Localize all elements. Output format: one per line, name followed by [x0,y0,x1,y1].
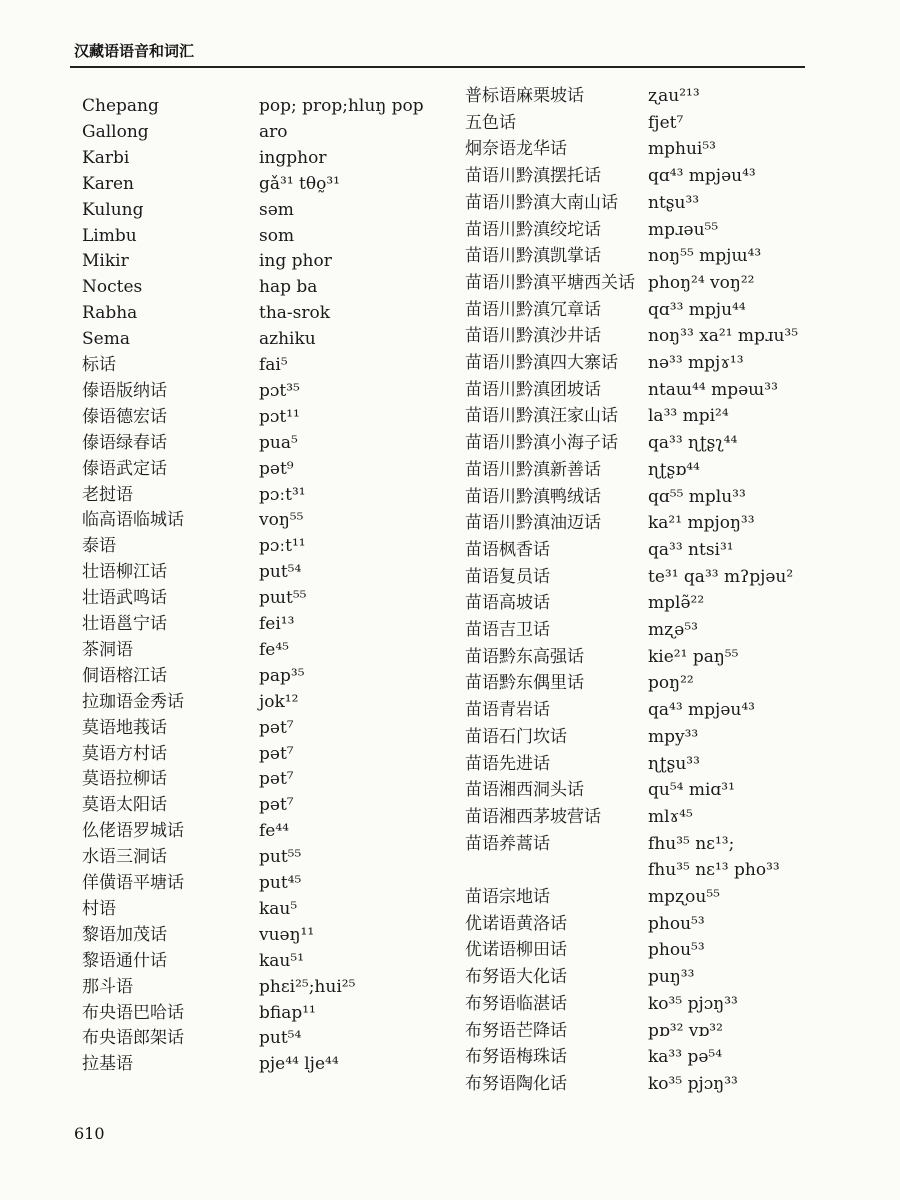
language-name: 布央语巴哈话 [82,1002,184,1023]
language-name: Rabha [82,303,138,324]
word-form: fhu³⁵ nɛ¹³ pho³³ [648,860,780,881]
language-name: 佯僙语平塘话 [82,873,184,893]
word-form: voŋ⁵⁵ [259,510,304,531]
language-name: 布努语大化话 [465,967,567,988]
word-form: ntaɯ⁴⁴ mpəɯ³³ [648,379,778,400]
word-form: mpɹəu⁵⁵ [648,219,719,240]
word-form: mlɤ⁴⁵ [648,806,693,827]
language-name: 老挝语 [82,484,133,505]
language-name: 苗语湘西茅坡营话 [465,806,601,827]
header-rule [70,66,805,68]
word-form: ʐau²¹³ [648,86,700,106]
word-form: pət⁷ [259,717,294,738]
language-name: 苗语石门坎话 [465,726,567,747]
word-form: pət⁷ [259,769,294,790]
language-name: 苗语川黔滇新善话 [465,459,601,480]
word-form: qa⁴³ mpjəu⁴³ [648,700,755,721]
running-head-title: 汉藏语语音和词汇 [74,42,195,60]
word-form: poŋ²² [648,673,694,694]
language-name: 苗语川黔滇小海子话 [465,433,618,454]
word-form: pɔːt¹¹ [259,536,306,557]
language-name: 莫语拉柳话 [82,769,167,790]
word-form: pɔːt³¹ [259,484,306,505]
word-form: pɯt⁵⁵ [259,588,307,609]
word-form: qɑ⁵⁵ mplu³³ [648,486,746,507]
language-name: 苗语高坡话 [465,593,550,614]
language-name: 苗语黔东偶里话 [465,673,584,694]
word-form: qu⁵⁴ miɑ³¹ [648,780,735,801]
right-column [465,86,885,1106]
language-name: 苗语川黔滇平塘西关话 [465,272,635,293]
word-form: ntʂu³³ [648,192,700,213]
word-form: mplə̃²² [648,593,705,614]
language-name: Sema [82,329,130,350]
word-form: pət⁹ [259,458,294,479]
language-name: 苗语川黔滇沙井话 [465,326,601,347]
word-form: pət⁷ [259,795,294,816]
word-form: phou⁵³ [648,913,705,934]
language-name: Karen [82,173,134,194]
word-form: fai⁵ [259,355,288,375]
word-form: put⁵⁴ [259,562,302,583]
word-form: put⁵⁵ [259,847,302,868]
language-name: 侗语榕江话 [82,665,167,686]
language-name: 苗语川黔滇汪家山话 [465,406,618,427]
word-form: ing phor [259,251,332,272]
language-name: 莫语太阳话 [82,795,167,816]
word-form: azhiku [259,329,316,350]
language-name: 拉基语 [82,1054,133,1075]
language-name: 炯奈语龙华话 [465,139,567,160]
word-form: qɑ³³ mpju⁴⁴ [648,299,746,320]
language-name: 布央语郎架话 [82,1028,184,1049]
language-name: 五色话 [465,112,516,133]
language-name: 壮语柳江话 [82,562,167,583]
language-name: 傣语武定话 [82,458,167,479]
word-form: phɛi²⁵;hui²⁵ [259,976,356,997]
language-name: 傣语版纳话 [82,380,167,401]
word-form: kau⁵ [259,898,298,919]
language-name: Noctes [82,277,143,298]
word-form: qa³³ ɳʈʂʅ⁴⁴ [648,433,738,454]
language-name: 优诺语黄洛话 [465,913,567,934]
word-form: te³¹ qa³³ mʔpjəu² [648,566,794,587]
language-name: 泰语 [82,536,116,557]
word-form: pɔt³⁵ [259,380,300,401]
language-name: 布努语芒降话 [465,1020,567,1041]
language-name: 苗语吉卫话 [465,620,550,640]
language-name: 布努语梅珠话 [465,1047,567,1068]
word-form: mpʐou⁵⁵ [648,887,720,907]
word-form: fei¹³ [259,614,295,634]
language-name: 苗语川黔滇鸭绒话 [465,486,601,507]
word-form: ka³³ pə⁵⁴ [648,1047,723,1068]
word-form: pɒ³² vɒ³² [648,1020,723,1041]
language-name: 苗语黔东高强话 [465,646,584,667]
word-form: mpy³³ [648,726,699,747]
word-form: qa³³ ntsi³¹ [648,539,734,560]
language-name: 仫佬语罗城话 [82,821,184,842]
word-form: hap ba [259,277,318,298]
word-form: put⁵⁴ [259,1028,302,1049]
word-form: fhu³⁵ nɛ¹³; [648,833,735,854]
language-name: 布努语陶化话 [465,1073,567,1094]
language-name: 那斗语 [82,976,133,997]
word-form: vuəŋ¹¹ [259,924,315,945]
language-name: 优诺语柳田话 [465,940,567,961]
language-name: 苗语川黔滇摆托话 [465,166,601,187]
language-name: Mikir [82,251,129,272]
word-form: la³³ mpi²⁴ [648,406,729,427]
word-form: pap³⁵ [259,665,305,686]
language-name: 苗语先进话 [465,753,550,774]
language-name: Limbu [82,225,137,246]
left-column [82,96,452,1096]
page-number: 610 [74,1124,105,1143]
language-name: Kulung [82,199,144,220]
language-name: 苗语川黔滇冗章话 [465,299,601,320]
word-form: ɳʈʂu³³ [648,753,700,774]
word-form: pje⁴⁴ lje⁴⁴ [259,1054,339,1075]
language-name: 布努语临湛话 [465,993,567,1014]
language-name: 普标语麻栗坡话 [465,86,584,106]
word-form: mphui⁵³ [648,139,716,160]
language-name: 苗语川黔滇四大寨话 [465,353,618,373]
language-name: 莫语方村话 [82,743,167,764]
language-name: 临高语临城话 [82,510,184,531]
language-name: 壮语邕宁话 [82,614,167,634]
word-form: noŋ³³ xa²¹ mpɹu³⁵ [648,326,799,347]
language-name: 村语 [82,898,116,919]
word-form: bfiap¹¹ [259,1002,316,1023]
word-form: ko³⁵ pjɔŋ³³ [648,993,738,1014]
word-form: fjet⁷ [648,112,684,133]
word-form: ka²¹ mpjoŋ³³ [648,513,755,534]
word-form: fe⁴⁴ [259,821,289,842]
language-name: 苗语养蒿话 [465,833,550,854]
language-name: 莫语地莪话 [82,717,167,738]
language-name: 标话 [82,355,116,375]
word-form: phou⁵³ [648,940,705,961]
language-name: 黎语加茂话 [82,924,167,945]
language-name: 黎语通什话 [82,950,167,971]
word-form: som [259,225,295,246]
language-name: 壮语武鸣话 [82,588,167,609]
language-name: 苗语枫香话 [465,539,550,560]
language-name: 苗语川黔滇油迈话 [465,513,601,534]
language-name: 傣语德宏话 [82,406,167,427]
word-form: noŋ⁵⁵ mpjɯ⁴³ [648,246,762,267]
word-form: qɑ⁴³ mpjəu⁴³ [648,166,756,187]
language-name: Chepang [82,96,159,116]
word-form: ɳʈʂɒ⁴⁴ [648,459,700,480]
language-name: 苗语湘西洞头话 [465,780,584,801]
word-form: səm [259,199,294,220]
language-name: 苗语复员话 [465,566,550,587]
word-form: puŋ³³ [648,967,695,988]
word-form: pua⁵ [259,432,298,453]
word-form: fe⁴⁵ [259,639,289,660]
word-form: nə³³ mpjɤ¹³ [648,353,744,373]
language-name: 傣语绿春话 [82,432,167,453]
word-form: gǎ³¹ tθo̰³¹ [259,173,340,194]
word-form: put⁴⁵ [259,873,302,893]
word-form: kau⁵¹ [259,950,305,971]
word-form: mʐə⁵³ [648,620,698,640]
language-name: 苗语青岩话 [465,700,550,721]
word-form: ko³⁵ pjɔŋ³³ [648,1073,738,1094]
word-form: tha-srok [259,303,331,324]
language-name: 茶洞语 [82,639,133,660]
language-name: 苗语宗地话 [465,887,550,907]
language-name: 拉珈语金秀话 [82,691,184,712]
language-name: 苗语川黔滇团坡话 [465,379,601,400]
language-name: 苗语川黔滇绞坨话 [465,219,601,240]
word-form: pop; prop;hluŋ pop [259,96,424,116]
language-name: 水语三洞话 [82,847,167,868]
word-form: ingphor [259,147,327,168]
word-form: kie²¹ paŋ⁵⁵ [648,646,739,667]
language-name: Karbi [82,147,130,168]
word-form: phoŋ²⁴ voŋ²² [648,272,755,293]
language-name: 苗语川黔滇大南山话 [465,192,618,213]
word-form: pət⁷ [259,743,294,764]
language-name: Gallong [82,121,149,142]
word-form: pɔt¹¹ [259,406,300,427]
language-name: 苗语川黔滇凯掌话 [465,246,601,267]
word-form: jok¹² [259,691,299,712]
word-form: aro [259,121,288,142]
